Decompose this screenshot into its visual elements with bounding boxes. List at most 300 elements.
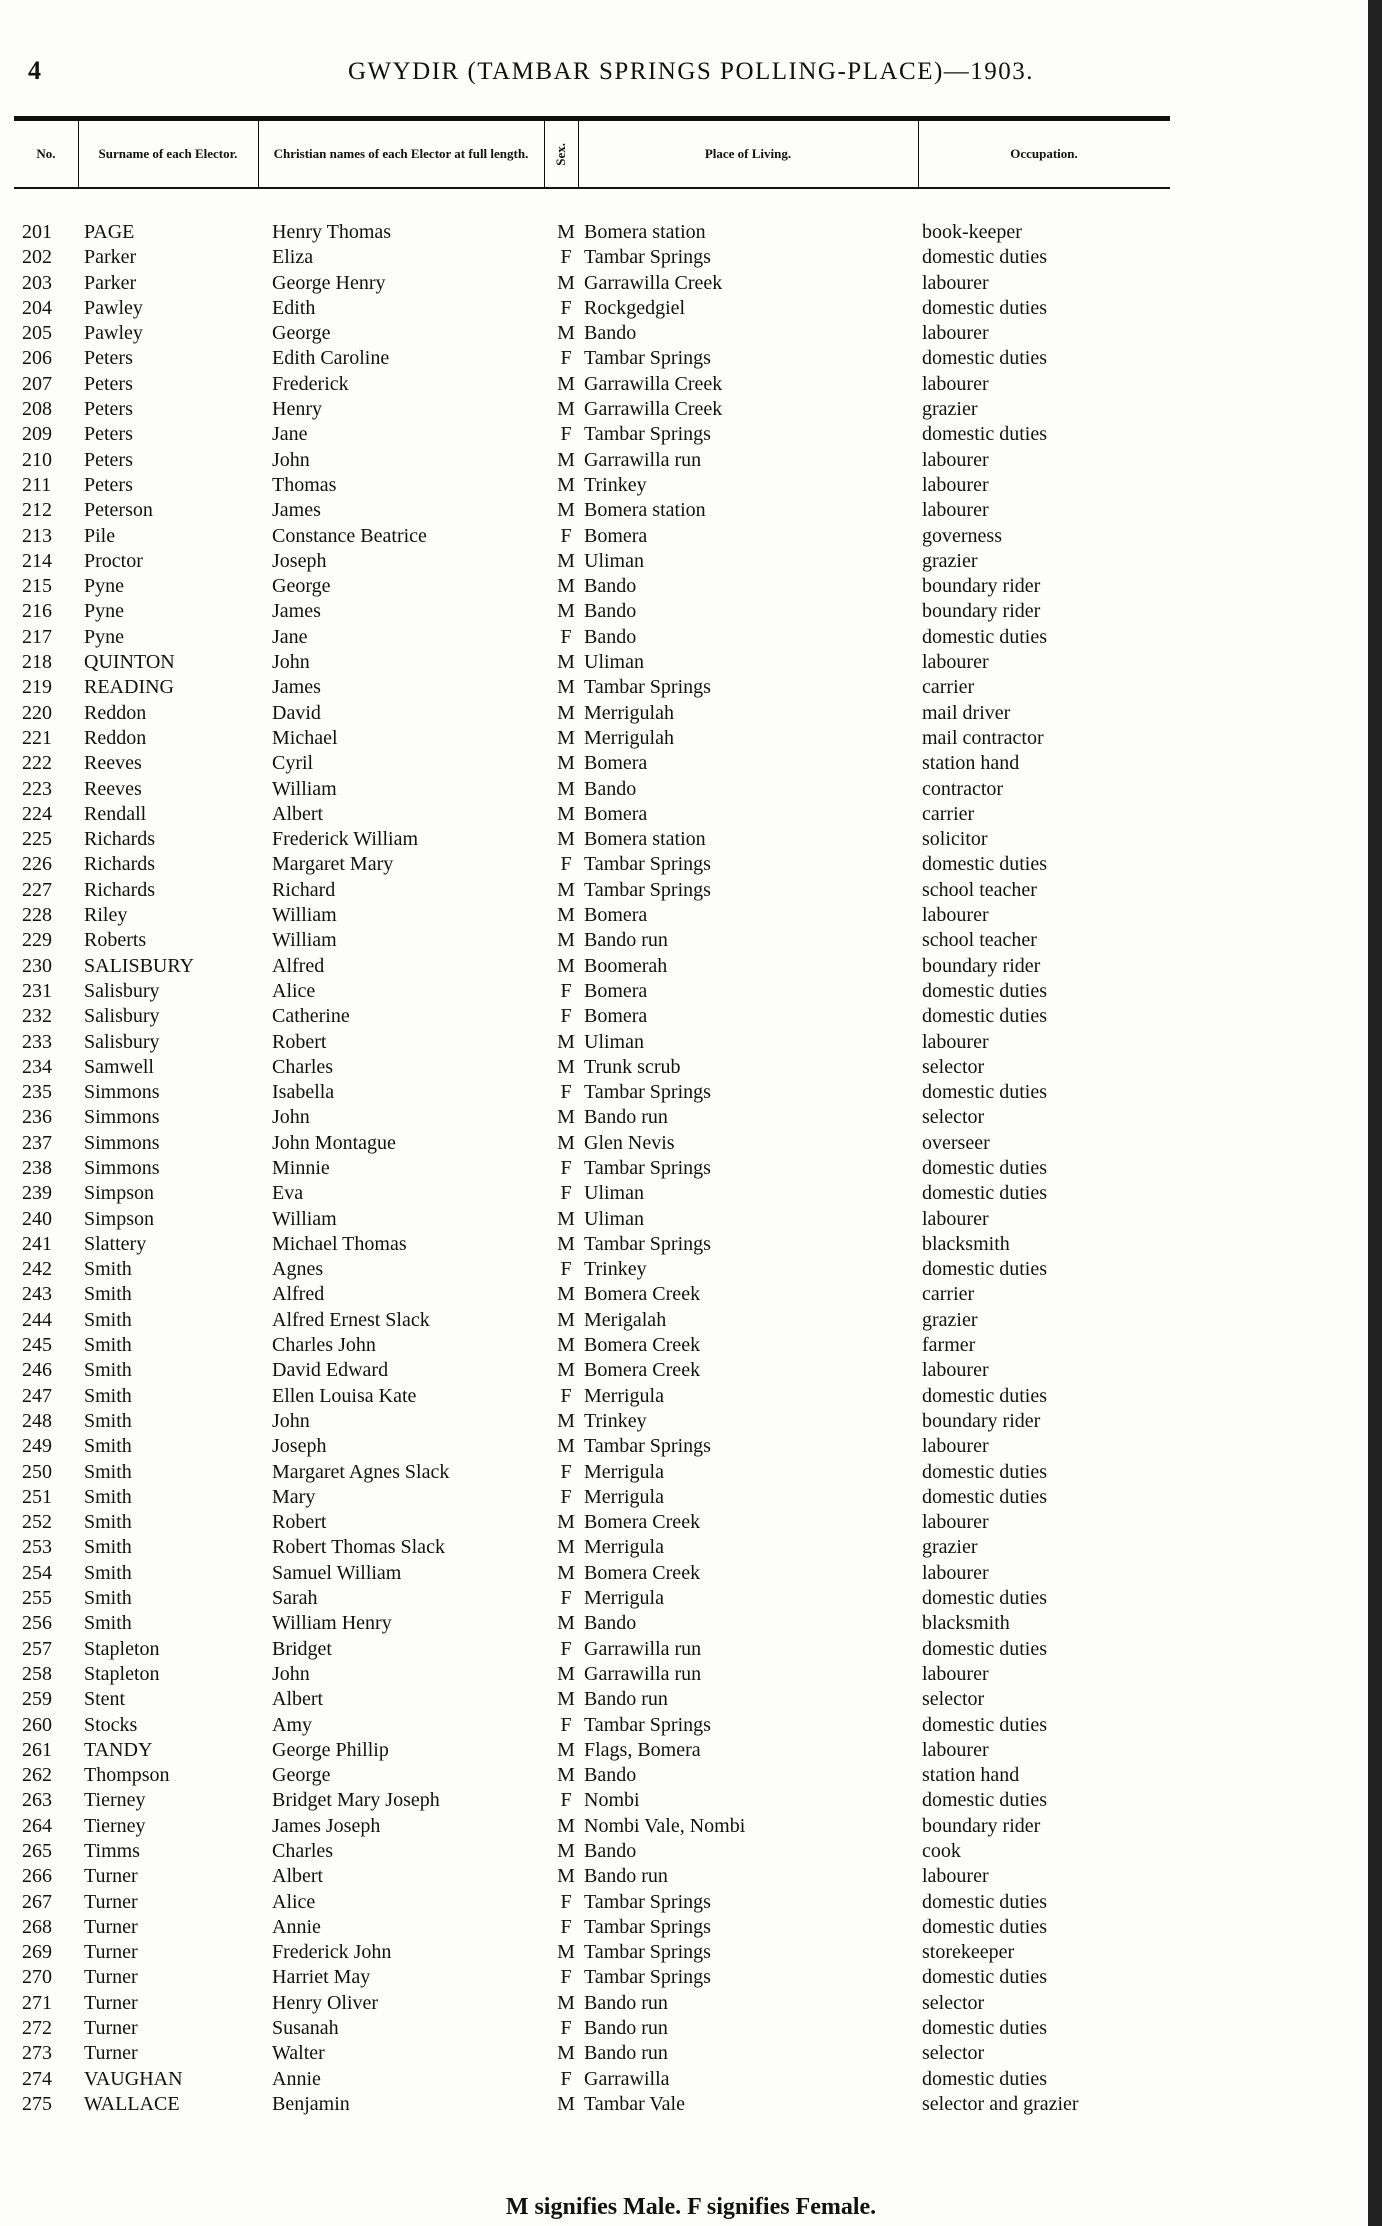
cell-christian-names: Margaret Mary (272, 853, 394, 876)
cell-place-of-living: Tambar Springs (584, 423, 711, 446)
table-row (14, 422, 1170, 447)
cell-place-of-living: Boomerah (584, 954, 668, 977)
cell-christian-names: Alice (272, 1890, 316, 1913)
cell-place-of-living: Trinkey (584, 1258, 647, 1281)
cell-occupation: domestic duties (922, 296, 1047, 319)
cell-place-of-living: Tambar Springs (584, 676, 711, 699)
cell-place-of-living: Bomera (584, 904, 648, 927)
cell-surname: Stocks (84, 1713, 138, 1736)
cell-christian-names: Bridget Mary Joseph (272, 1789, 440, 1812)
table-row (14, 802, 1170, 827)
cell-place-of-living: Uliman (584, 1207, 644, 1230)
sex-legend-footer: M signifies Male. F signifies Female. (505, 2194, 877, 2220)
cell-sex: F (560, 1587, 572, 1610)
cell-place-of-living: Tambar Vale (584, 2092, 685, 2115)
cell-number: 246 (22, 1359, 52, 1382)
cell-sex: F (560, 1485, 572, 1508)
cell-surname: Tierney (84, 1789, 146, 1812)
table-row (14, 1181, 1170, 1206)
cell-occupation: selector (922, 1688, 985, 1711)
table-row (14, 397, 1170, 422)
cell-christian-names: Jane (272, 423, 308, 446)
cell-place-of-living: Garrawilla Creek (584, 271, 723, 294)
cell-number: 260 (22, 1713, 52, 1736)
cell-christian-names: Charles (272, 1055, 334, 1078)
cell-sex: M (557, 1359, 575, 1382)
cell-surname: Simpson (84, 1182, 155, 1205)
cell-surname: Simmons (84, 1081, 160, 1104)
cell-christian-names: William (272, 1207, 337, 1230)
cell-place-of-living: Merrigulah (584, 726, 674, 749)
cell-place-of-living: Bando (584, 1612, 637, 1635)
cell-surname: Pawley (84, 296, 143, 319)
cell-occupation: labourer (922, 322, 989, 345)
cell-number: 272 (22, 2017, 52, 2040)
cell-occupation: boundary rider (922, 1409, 1041, 1432)
cell-sex: M (557, 473, 575, 496)
cell-place-of-living: Trunk scrub (584, 1055, 681, 1078)
cell-occupation: contractor (922, 777, 1004, 800)
cell-surname: Riley (84, 904, 128, 927)
cell-surname: Salisbury (84, 979, 160, 1002)
cell-place-of-living: Bomera Creek (584, 1511, 701, 1534)
cell-christian-names: James (272, 600, 321, 623)
header-no: No. (36, 146, 56, 161)
cell-christian-names: James Joseph (272, 1814, 381, 1837)
cell-place-of-living: Uliman (584, 1182, 644, 1205)
cell-occupation: domestic duties (922, 423, 1047, 446)
cell-sex: M (557, 499, 575, 522)
table-row (14, 271, 1170, 296)
cell-christian-names: William (272, 929, 337, 952)
cell-number: 253 (22, 1536, 52, 1559)
table-row (14, 1004, 1170, 1029)
cell-surname: Smith (84, 1258, 132, 1281)
table-row (14, 2067, 1170, 2092)
cell-occupation: labourer (922, 904, 989, 927)
cell-occupation: labourer (922, 1030, 989, 1053)
cell-place-of-living: Uliman (584, 1030, 644, 1053)
cell-occupation: labourer (922, 1561, 989, 1584)
cell-surname: Smith (84, 1359, 132, 1382)
cell-sex: M (557, 701, 575, 724)
cell-number: 265 (22, 1840, 52, 1862)
cell-number: 219 (22, 676, 52, 699)
cell-christian-names: David (272, 701, 321, 724)
cell-surname: Smith (84, 1334, 132, 1357)
cell-occupation: mail driver (922, 701, 1011, 724)
cell-place-of-living: Bando run (584, 1865, 668, 1888)
table-row (14, 1940, 1170, 1965)
cell-number: 216 (22, 600, 52, 623)
cell-christian-names: Isabella (272, 1081, 335, 1104)
cell-number: 244 (22, 1308, 52, 1331)
cell-occupation: boundary rider (922, 954, 1041, 977)
cell-sex: M (557, 802, 575, 825)
cell-christian-names: Harriet May (272, 1966, 371, 1989)
table-row (14, 1080, 1170, 1105)
cell-occupation: mail contractor (922, 726, 1044, 749)
cell-number: 220 (22, 701, 52, 724)
cell-christian-names: John (272, 448, 310, 471)
cell-place-of-living: Tambar Springs (584, 1713, 711, 1736)
cell-sex: M (557, 549, 575, 572)
cell-number: 252 (22, 1511, 52, 1534)
cell-surname: Smith (84, 1561, 132, 1584)
cell-surname: Smith (84, 1308, 132, 1331)
table-row (14, 372, 1170, 397)
cell-number: 274 (22, 2067, 52, 2090)
table-row (14, 574, 1170, 599)
cell-sex: M (557, 1283, 575, 1306)
cell-christian-names: Eliza (272, 246, 314, 269)
cell-occupation: book-keeper (922, 221, 1022, 243)
cell-occupation: domestic duties (922, 1789, 1047, 1812)
cell-christian-names: Albert (272, 1688, 324, 1711)
cell-occupation: blacksmith (922, 1612, 1010, 1635)
cell-surname: Simpson (84, 1207, 155, 1230)
cell-occupation: labourer (922, 448, 989, 471)
cell-surname: Simmons (84, 1131, 160, 1154)
cell-place-of-living: Bomera Creek (584, 1334, 701, 1357)
table-row (14, 245, 1170, 270)
cell-place-of-living: Garrawilla Creek (584, 372, 723, 395)
cell-place-of-living: Merrigula (584, 1536, 664, 1559)
cell-surname: SALISBURY (84, 954, 195, 977)
table-row (14, 827, 1170, 852)
cell-surname: Richards (84, 828, 156, 851)
table-row (14, 2016, 1170, 2041)
cell-occupation: labourer (922, 651, 989, 674)
cell-christian-names: Alfred (272, 954, 325, 977)
cell-sex: M (557, 954, 575, 977)
cell-number: 248 (22, 1409, 52, 1432)
cell-place-of-living: Bando (584, 1840, 637, 1862)
cell-place-of-living: Bando run (584, 1688, 668, 1711)
cell-christian-names: Joseph (272, 549, 327, 572)
cell-sex: M (557, 828, 575, 851)
table-row (14, 1662, 1170, 1687)
cell-sex: F (560, 1460, 572, 1483)
cell-sex: F (560, 1182, 572, 1205)
cell-occupation: domestic duties (922, 1485, 1047, 1508)
cell-sex: M (557, 777, 575, 800)
table-row (14, 777, 1170, 802)
table-row (14, 1333, 1170, 1358)
cell-number: 256 (22, 1612, 52, 1635)
cell-number: 230 (22, 954, 52, 977)
cell-christian-names: John Montague (272, 1131, 396, 1154)
table-row (14, 1788, 1170, 1813)
cell-number: 214 (22, 549, 52, 572)
cell-surname: Pawley (84, 322, 143, 345)
cell-place-of-living: Bando run (584, 929, 668, 952)
cell-number: 221 (22, 726, 52, 749)
cell-surname: Smith (84, 1283, 132, 1306)
cell-christian-names: Bridget (272, 1637, 332, 1660)
cell-surname: Turner (84, 1915, 138, 1938)
cell-christian-names: Frederick William (272, 828, 419, 851)
cell-number: 222 (22, 752, 52, 775)
cell-surname: Parker (84, 246, 137, 269)
table-row (14, 1232, 1170, 1257)
table-row (14, 1485, 1170, 1510)
cell-number: 207 (22, 372, 52, 395)
cell-occupation: grazier (922, 1308, 978, 1331)
cell-christian-names: Edith Caroline (272, 347, 390, 370)
cell-christian-names: Ellen Louisa Kate (272, 1384, 417, 1407)
cell-sex: M (557, 726, 575, 749)
cell-place-of-living: Bando run (584, 2017, 668, 2040)
cell-place-of-living: Tambar Springs (584, 878, 711, 901)
table-row (14, 1308, 1170, 1333)
cell-number: 208 (22, 398, 52, 421)
table-row (14, 549, 1170, 574)
cell-christian-names: John (272, 1106, 310, 1129)
cell-sex: F (560, 1890, 572, 1913)
cell-surname: WALLACE (84, 2092, 180, 2115)
cell-place-of-living: Bando (584, 777, 637, 800)
cell-occupation: domestic duties (922, 1156, 1047, 1179)
table-row (14, 1030, 1170, 1055)
cell-surname: Salisbury (84, 1005, 160, 1028)
table-header (14, 121, 1170, 189)
cell-surname: Slattery (84, 1232, 147, 1255)
cell-surname: Roberts (84, 929, 147, 952)
cell-surname: QUINTON (84, 651, 175, 674)
cell-occupation: labourer (922, 372, 989, 395)
cell-surname: Smith (84, 1485, 132, 1508)
cell-christian-names: George (272, 575, 331, 598)
cell-place-of-living: Bomera (584, 802, 648, 825)
cell-number: 240 (22, 1207, 52, 1230)
cell-place-of-living: Garrawilla run (584, 1662, 702, 1685)
table-row (14, 1915, 1170, 1940)
cell-number: 225 (22, 828, 52, 851)
cell-sex: M (557, 448, 575, 471)
cell-number: 233 (22, 1030, 52, 1053)
cell-christian-names: Sarah (272, 1587, 318, 1610)
cell-number: 270 (22, 1966, 52, 1989)
cell-christian-names: Agnes (272, 1258, 324, 1281)
cell-occupation: labourer (922, 473, 989, 496)
table-row (14, 524, 1170, 549)
cell-place-of-living: Nombi (584, 1789, 640, 1812)
table-row (14, 1460, 1170, 1485)
cell-christian-names: Constance Beatrice (272, 524, 427, 547)
table-row (14, 473, 1170, 498)
cell-sex: F (560, 1156, 572, 1179)
cell-sex: M (557, 1662, 575, 1685)
table-row (14, 1282, 1170, 1307)
cell-number: 266 (22, 1865, 52, 1888)
cell-place-of-living: Garrawilla (584, 2067, 670, 2090)
cell-christian-names: Henry Oliver (272, 1991, 379, 2014)
header-sex-label: Sex. (553, 142, 568, 166)
cell-place-of-living: Merrigula (584, 1485, 664, 1508)
cell-occupation: domestic duties (922, 347, 1047, 370)
cell-christian-names: Robert Thomas Slack (272, 1536, 445, 1559)
cell-place-of-living: Bomera (584, 1005, 648, 1028)
cell-occupation: domestic duties (922, 1258, 1047, 1281)
cell-occupation: school teacher (922, 878, 1037, 901)
cell-occupation: labourer (922, 1738, 989, 1761)
cell-number: 235 (22, 1081, 52, 1104)
cell-place-of-living: Garrawilla run (584, 1637, 702, 1660)
cell-occupation: station hand (922, 752, 1020, 775)
table-row (14, 1713, 1170, 1738)
cell-surname: Peters (84, 372, 133, 395)
cell-surname: Peterson (84, 499, 153, 522)
cell-christian-names: William Henry (272, 1612, 392, 1635)
cell-occupation: domestic duties (922, 1637, 1047, 1660)
cell-surname: Simmons (84, 1156, 160, 1179)
cell-place-of-living: Nombi Vale, Nombi (584, 1814, 746, 1837)
table-row (14, 1687, 1170, 1712)
cell-sex: M (557, 271, 575, 294)
table-row (14, 1434, 1170, 1459)
cell-christian-names: William (272, 904, 337, 927)
cell-number: 234 (22, 1055, 52, 1078)
cell-christian-names: Catherine (272, 1005, 350, 1028)
cell-place-of-living: Bomera Creek (584, 1359, 701, 1382)
cell-occupation: domestic duties (922, 1890, 1047, 1913)
cell-sex: M (557, 1131, 575, 1154)
cell-sex: F (560, 1966, 572, 1989)
table-row (14, 1055, 1170, 1080)
cell-place-of-living: Uliman (584, 651, 644, 674)
table-row (14, 1814, 1170, 1839)
cell-surname: Turner (84, 1991, 138, 2014)
cell-number: 239 (22, 1182, 52, 1205)
cell-christian-names: Charles John (272, 1334, 376, 1357)
cell-surname: Peters (84, 473, 133, 496)
cell-occupation: school teacher (922, 929, 1037, 952)
cell-surname: Salisbury (84, 1030, 160, 1053)
cell-number: 237 (22, 1131, 52, 1154)
cell-christian-names: Henry (272, 398, 322, 421)
cell-christian-names: Samuel William (272, 1561, 402, 1584)
table-row (14, 1207, 1170, 1232)
cell-number: 257 (22, 1637, 52, 1660)
table-row (14, 2092, 1170, 2117)
cell-number: 218 (22, 651, 52, 674)
table-row (14, 1156, 1170, 1181)
cell-number: 250 (22, 1460, 52, 1483)
cell-occupation: selector (922, 1991, 985, 2014)
cell-christian-names: Frederick (272, 372, 349, 395)
cell-occupation: domestic duties (922, 1915, 1047, 1938)
cell-christian-names: William (272, 777, 337, 800)
cell-sex: M (557, 221, 575, 243)
header-occupation: Occupation. (1010, 146, 1078, 161)
cell-place-of-living: Merigalah (584, 1308, 667, 1331)
cell-christian-names: Mary (272, 1485, 316, 1508)
cell-surname: Smith (84, 1587, 132, 1610)
cell-place-of-living: Tambar Springs (584, 1435, 711, 1458)
cell-christian-names: John (272, 1409, 310, 1432)
cell-number: 249 (22, 1435, 52, 1458)
cell-number: 251 (22, 1485, 52, 1508)
cell-christian-names: Alfred Ernest Slack (272, 1308, 430, 1331)
header-place-of-living: Place of Living. (704, 146, 792, 161)
cell-number: 213 (22, 524, 52, 547)
table-row (14, 1131, 1170, 1156)
table-row (14, 675, 1170, 700)
cell-christian-names: John (272, 651, 310, 674)
cell-place-of-living: Merrigulah (584, 701, 674, 724)
cell-christian-names: Walter (272, 2042, 325, 2065)
cell-sex: M (557, 2092, 575, 2115)
cell-number: 229 (22, 929, 52, 952)
cell-surname: Parker (84, 271, 137, 294)
cell-christian-names: Annie (272, 2067, 321, 2090)
cell-christian-names: Robert (272, 1511, 327, 1534)
cell-number: 255 (22, 1587, 52, 1610)
cell-sex: M (557, 752, 575, 775)
cell-place-of-living: Bomera Creek (584, 1283, 701, 1306)
cell-sex: M (557, 398, 575, 421)
cell-christian-names: Thomas (272, 473, 337, 496)
table-row (14, 346, 1170, 371)
cell-occupation: selector and grazier (922, 2092, 1079, 2115)
header-sex (544, 121, 578, 187)
cell-christian-names: David Edward (272, 1359, 389, 1382)
header-surname: Surname of each Elector. (98, 146, 238, 161)
cell-surname: Reeves (84, 752, 142, 775)
cell-surname: Smith (84, 1511, 132, 1534)
cell-occupation: boundary rider (922, 600, 1041, 623)
cell-surname: Thompson (84, 1764, 170, 1787)
cell-sex: M (557, 1106, 575, 1129)
cell-surname: PAGE (84, 221, 135, 243)
cell-number: 267 (22, 1890, 52, 1913)
cell-occupation: farmer (922, 1334, 976, 1357)
cell-surname: Pile (84, 524, 116, 547)
cell-place-of-living: Tambar Springs (584, 1915, 711, 1938)
cell-christian-names: Eva (272, 1182, 304, 1205)
cell-place-of-living: Bando (584, 625, 637, 648)
cell-sex: M (557, 929, 575, 952)
table-row (14, 1965, 1170, 1990)
table-row (14, 1358, 1170, 1383)
cell-sex: F (560, 853, 572, 876)
cell-surname: Smith (84, 1435, 132, 1458)
cell-occupation: domestic duties (922, 1460, 1047, 1483)
cell-occupation: cook (922, 1840, 961, 1862)
table-row (14, 650, 1170, 675)
cell-surname: Smith (84, 1384, 132, 1407)
cell-christian-names: Amy (272, 1713, 312, 1736)
cell-occupation: selector (922, 1106, 985, 1129)
table-row (14, 220, 1170, 245)
cell-number: 204 (22, 296, 52, 319)
table-row (14, 599, 1170, 624)
cell-sex: M (557, 1030, 575, 1053)
cell-number: 205 (22, 322, 52, 345)
cell-place-of-living: Tambar Springs (584, 1156, 711, 1179)
cell-place-of-living: Bomera station (584, 499, 706, 522)
cell-sex: F (560, 1789, 572, 1812)
cell-christian-names: Henry Thomas (272, 221, 392, 243)
cell-surname: Reeves (84, 777, 142, 800)
cell-occupation: grazier (922, 549, 978, 572)
cell-surname: Pyne (84, 600, 124, 623)
cell-number: 238 (22, 1156, 52, 1179)
cell-surname: Turner (84, 2017, 138, 2040)
cell-place-of-living: Rockgedgiel (584, 296, 686, 319)
cell-sex: M (557, 575, 575, 598)
